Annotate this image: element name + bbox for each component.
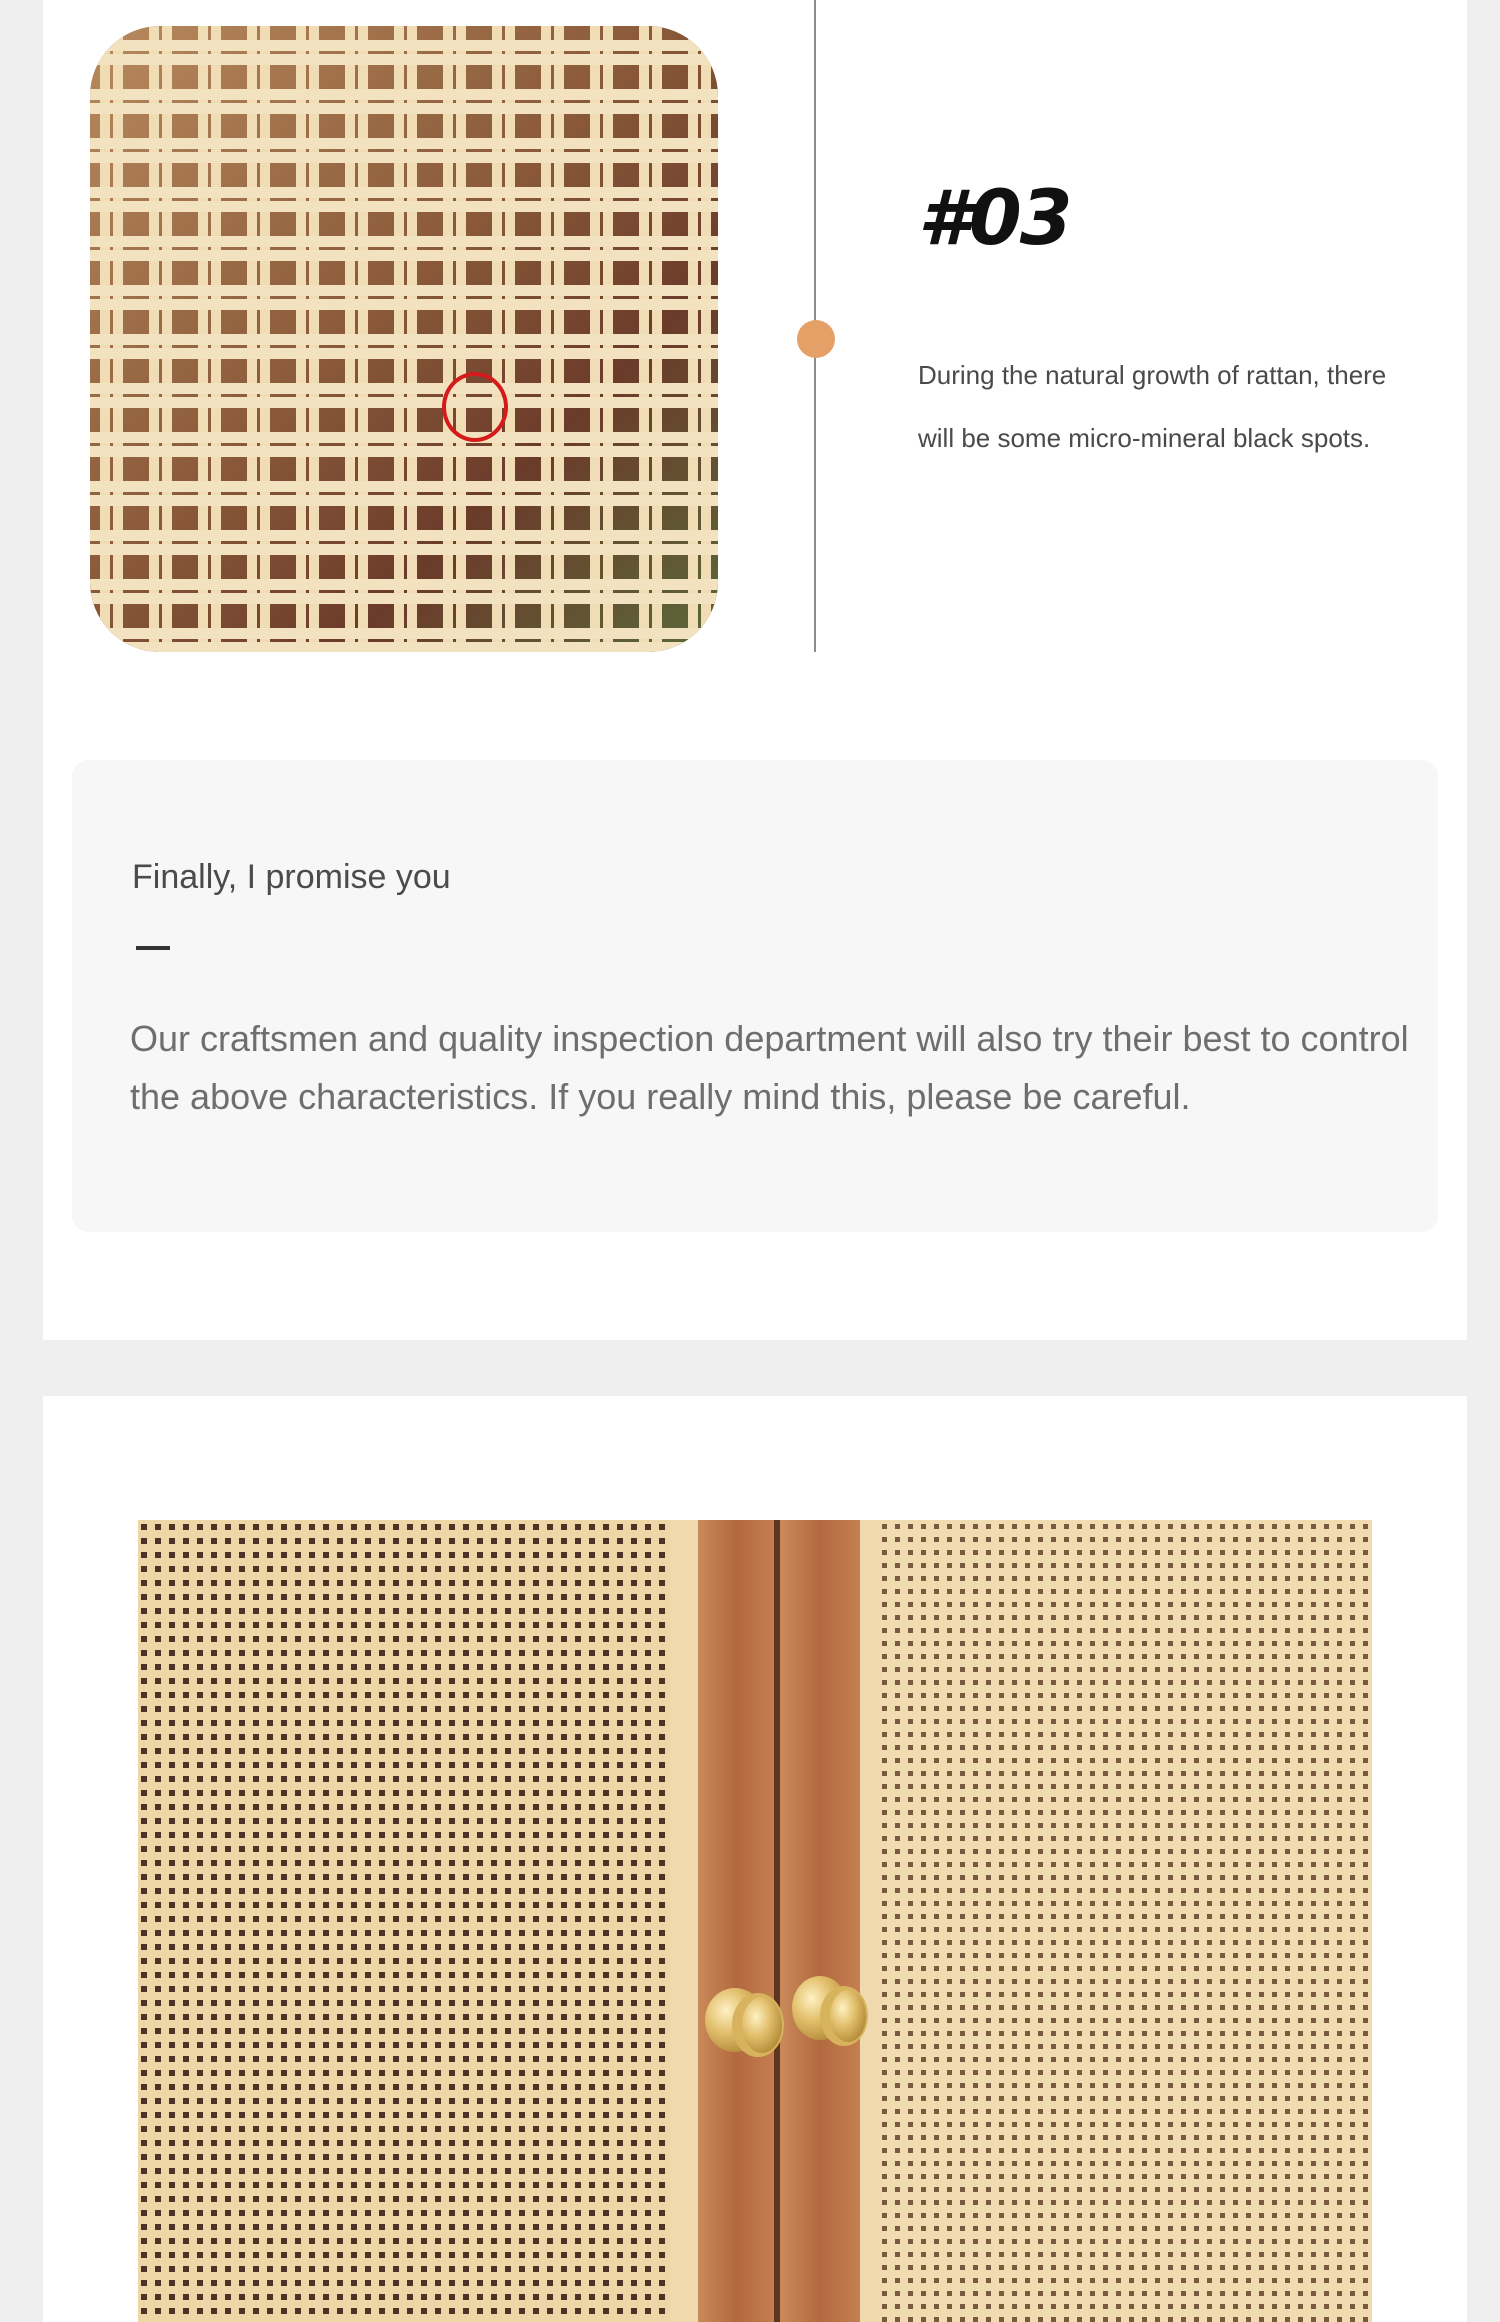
promise-panel — [72, 760, 1438, 1232]
rattan-closeup-image — [90, 26, 718, 652]
step-number: #03 — [918, 173, 1071, 262]
timeline-dot — [797, 320, 835, 358]
cabinet-image — [138, 1520, 1372, 2322]
black-spot-marker — [442, 372, 508, 442]
promise-title: Finally, I promise you — [132, 858, 451, 896]
promise-text: Our craftsmen and quality inspection department will also try their best to control the above characteristics. If you really mind this, please be careful. — [130, 1018, 1409, 1117]
cabinet-svg — [138, 1520, 1372, 2322]
promise-divider — [136, 946, 170, 950]
step-description: During the natural growth of rattan, there will be some micro-mineral black spots. — [918, 360, 1387, 453]
rattan-weave-svg — [90, 26, 718, 652]
